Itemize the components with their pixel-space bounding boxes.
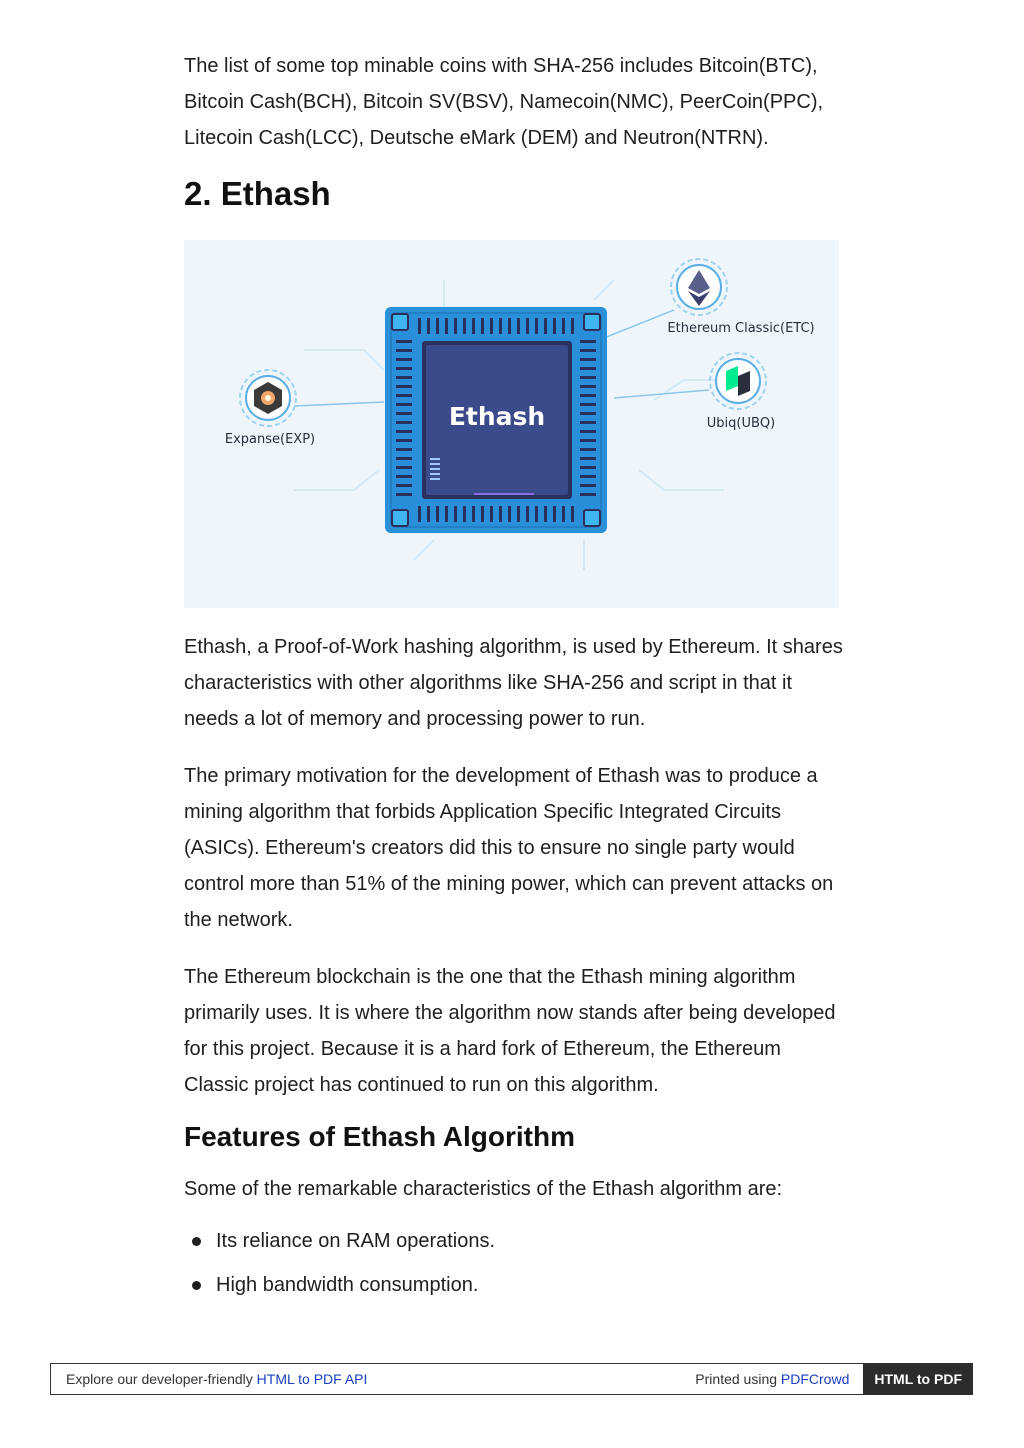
features-list: [184, 1223, 844, 1303]
footer-left-text: Explore our developer-friendly: [66, 1371, 257, 1387]
paragraph-1: Ethash, a Proof-of-Work hashing algorithm, is used by Ethereum. It shares characteristics with other algorithms like SHA-256 and script in that it needs a lot of memory and processing power to run.: [184, 636, 843, 730]
section-heading: 2. Ethash: [184, 175, 331, 212]
footer-right-text: Printed using: [695, 1371, 781, 1387]
pdf-footer-bar: [50, 1363, 973, 1395]
list-item: Its reliance on RAM operations.: [184, 1223, 844, 1259]
chip-label: Ethash: [448, 402, 546, 431]
expanse-icon: [240, 370, 296, 426]
coin-label-etc: Ethereum Classic(ETC): [667, 321, 815, 336]
coin-label-ubq: Ubiq(UBQ): [706, 416, 776, 431]
footer-left: [51, 1371, 695, 1387]
article-content: [184, 48, 844, 1311]
bullet-icon: [192, 1281, 201, 1290]
paragraph-2: The primary motivation for the development of Ethash was to produce a mining algorithm that forbids Application Specific Integrated Circuits (ASICs). Ethereum's creators did this to ensure no single party would control more than 51% of the mining power, which can prevent attacks on the network.: [184, 765, 834, 931]
footer-right: [695, 1371, 863, 1387]
coin-label-exp: Expanse(EXP): [224, 432, 316, 447]
ethash-figure: [184, 240, 839, 608]
features-intro: Some of the remarkable characteristics of the Ethash algorithm are:: [184, 1178, 783, 1200]
pdfcrowd-link[interactable]: PDFCrowd: [780, 1371, 850, 1387]
html-to-pdf-api-link[interactable]: HTML to PDF API: [256, 1371, 368, 1387]
ubiq-icon: [710, 353, 766, 409]
bullet-icon: [192, 1237, 201, 1246]
paragraph-3: The Ethereum blockchain is the one that the Ethash mining algorithm primarily uses. It is where the algorithm now stands after being developed for this project. Because it is a hard fork of Ethereum, the Ethereum Classic project has continued to run on this algorithm.: [184, 966, 836, 1096]
ethereum-icon: [671, 259, 727, 315]
html-to-pdf-button[interactable]: HTML to PDF: [863, 1363, 973, 1395]
intro-paragraph: The list of some top minable coins with SHA-256 includes Bitcoin(BTC), Bitcoin Cash(BCH), Bitcoin SV(BSV), Namecoin(NMC), PeerCoin(PPC), Litecoin Cash(LCC), Deutsche eMark (DEM) and Neutron(NTRN).: [184, 55, 824, 149]
features-heading: Features of Ethash Algorithm: [184, 1121, 576, 1152]
list-item: High bandwidth consumption.: [184, 1267, 844, 1303]
